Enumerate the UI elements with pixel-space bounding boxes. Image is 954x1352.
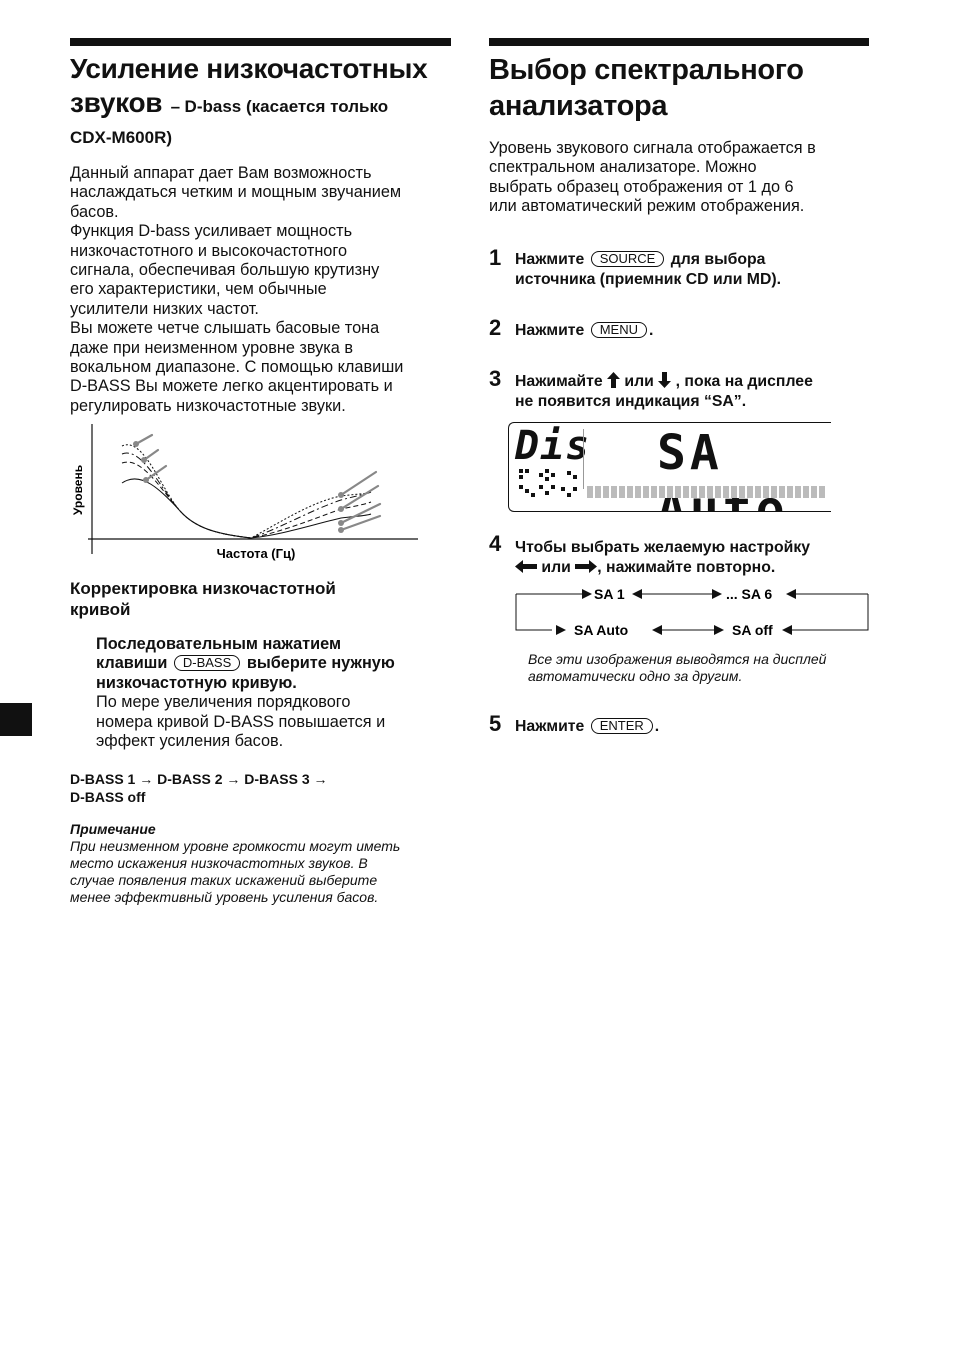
sequence-item: D-BASS 2 — [157, 771, 223, 787]
step2-number: 2 — [489, 315, 502, 340]
left-title-rule — [70, 38, 451, 46]
step2-pre: Нажмите — [515, 322, 585, 339]
step5-number: 5 — [489, 711, 502, 736]
left-subheading — [70, 578, 336, 620]
step3-mid: или — [624, 373, 654, 390]
left-title-main: звуков — [70, 87, 163, 118]
lcd-small-icons — [517, 467, 587, 497]
left-title-dash: – — [170, 97, 181, 116]
left-intro-line: вокальном диапазоне. С помощью клавиши — [70, 358, 404, 377]
cycle-note-line: автоматически одно за другим. — [528, 668, 743, 684]
left-intro-line: его характеристики, чем обычные — [70, 280, 327, 299]
menu-key-button[interactable]: MENU — [591, 322, 647, 338]
sequence-item: D-BASS 1 — [70, 771, 136, 787]
left-title-line1: Усиление низкочастотных — [70, 53, 428, 84]
cycle-note — [528, 651, 826, 685]
sequence-arrow: → — [139, 771, 154, 787]
dbass-curve-graph — [66, 420, 426, 568]
arrow-down-icon — [658, 372, 671, 388]
dbass-key-button[interactable]: D-BASS — [174, 655, 240, 671]
step4-number: 4 — [489, 531, 502, 556]
step3-line2: не появится индикация “SA”. — [515, 393, 747, 410]
note-heading: Примечание — [70, 821, 156, 837]
step1-pre: Нажмите — [515, 251, 585, 268]
step4-text — [515, 538, 810, 578]
left-subheading-line: кривой — [70, 600, 131, 619]
page-side-tab — [0, 703, 32, 736]
lcd-spectrum-bars — [587, 486, 827, 498]
step1-post: для выбора — [670, 251, 766, 268]
step4-mid: или — [541, 559, 571, 576]
sequence-item: D-BASS 3 — [244, 771, 310, 787]
left-title-line2 — [70, 86, 388, 120]
left-title-line3: CDX-M600R) — [70, 128, 173, 147]
step2-text — [515, 321, 653, 341]
left-intro-line: D-BASS Вы можете легко акцентировать и — [70, 377, 393, 396]
graph-leaders — [136, 435, 380, 530]
step5-text — [515, 717, 659, 737]
instruction-line1: Последовательным нажатием — [96, 635, 342, 653]
instruction-line2 — [96, 654, 395, 673]
left-subheading-line: Корректировка низкочастотной — [70, 579, 336, 598]
arrow-right-icon — [575, 560, 597, 573]
graph-curve-2 — [122, 453, 371, 538]
cycle-sa6: ... SA 6 — [726, 586, 773, 602]
note-line: При неизменном уровне громкости могут иметь — [70, 838, 401, 854]
cycle-sa-off: SA off — [732, 622, 773, 635]
step1-number: 1 — [489, 245, 502, 270]
note-line: место искажения низкочастотных звуков. В — [70, 855, 368, 871]
left-intro-line: Функция D-bass усиливает мощность — [70, 222, 353, 241]
step2-post: . — [648, 322, 654, 339]
left-intro-line: наслаждаться четким и мощным звучанием — [70, 183, 402, 202]
step4-line1: Чтобы выбрать желаемую настройку — [515, 539, 811, 556]
right-title-rule — [489, 38, 869, 46]
left-intro-line: усилители низких частот. — [70, 299, 259, 318]
step4-post: , нажимайте повторно. — [597, 559, 776, 576]
lcd-divider — [583, 429, 587, 489]
right-intro — [489, 139, 816, 217]
step3-text — [515, 372, 813, 412]
note-line: менее эффективный уровень усиления басов. — [70, 889, 379, 905]
left-intro-line: басов. — [70, 202, 119, 221]
lcd-dis-text: Dis — [515, 423, 591, 469]
explain-line: номера кривой D-BASS повышается и — [96, 712, 386, 731]
graph-curve-flat — [122, 479, 371, 538]
graph-ylabel: Уровень — [71, 464, 85, 516]
explain-line: По мере увеличения порядкового — [96, 693, 351, 712]
instruction-line2-pre: клавиши — [96, 654, 168, 673]
sequence-arrow: → — [226, 771, 241, 787]
step3-number: 3 — [489, 366, 502, 391]
dbass-sequence — [70, 771, 328, 806]
sequence-last: D-BASS off — [70, 788, 146, 805]
instruction-line3: низкочастотную кривую. — [96, 673, 297, 692]
right-intro-line: выбрать образец отображения от 1 до 6 — [489, 177, 794, 196]
step3-post: , пока на дисплее — [675, 373, 813, 390]
right-intro-line: или автоматический режим отображения. — [489, 197, 805, 216]
sequence-arrow: → — [313, 771, 328, 787]
graph-curve-3 — [122, 445, 371, 538]
step1-line2: источника (приемник CD или MD). — [515, 271, 782, 288]
step1-text — [515, 250, 781, 290]
step5-pre: Нажмите — [515, 718, 585, 735]
graph-xlabel: Частота (Гц) — [216, 546, 296, 561]
graph-curve-1 — [122, 462, 371, 538]
lcd-display — [508, 422, 831, 512]
note-block — [70, 821, 400, 906]
left-intro-line: регулировать низкочастотные звуки. — [70, 396, 346, 415]
lcd-main-text: SA — [657, 425, 723, 481]
enter-key-button[interactable]: ENTER — [591, 718, 653, 734]
source-key-button[interactable]: SOURCE — [591, 251, 665, 267]
cycle-sa1: SA 1 — [594, 586, 625, 602]
sa-cycle-diagram — [514, 583, 872, 635]
step3-pre: Нажимайте — [515, 373, 603, 390]
left-intro-line: низкочастотного и высокочастотного — [70, 241, 348, 260]
left-intro — [70, 164, 403, 416]
right-title — [489, 52, 804, 124]
arrow-left-icon — [515, 560, 537, 573]
note-line: случае появления таких искажений выберите — [70, 872, 378, 888]
left-intro-line: Данный аппарат дает Вам возможность — [70, 164, 372, 182]
left-intro-line: Вы можете четче слышать басовые тона — [70, 319, 380, 338]
explain-line: эффект усиления басов. — [96, 732, 284, 751]
instruction-line2-post: выберите нужную — [246, 654, 395, 673]
step5-post: . — [654, 718, 660, 735]
right-title-line: Выбор спектрального — [489, 54, 804, 86]
graph-leader-dots — [133, 441, 344, 533]
sequence-line1 — [70, 771, 328, 789]
right-intro-line: Уровень звукового сигнала отображается в — [489, 139, 816, 157]
cycle-note-line: Все эти изображения выводятся на дисплей — [528, 651, 827, 667]
right-title-line: анализатора — [489, 90, 668, 122]
left-title-sub: D-bass (касается только — [184, 97, 389, 116]
left-intro-line: сигнала, обеспечивая большую крутизну — [70, 261, 380, 280]
arrow-up-icon — [607, 372, 620, 388]
left-intro-line: даже при неизменном уровне звука в — [70, 338, 354, 357]
right-intro-line: спектральном анализаторе. Можно — [489, 158, 757, 177]
dbass-instruction — [96, 635, 395, 751]
cycle-sa-auto: SA Auto — [574, 622, 629, 635]
